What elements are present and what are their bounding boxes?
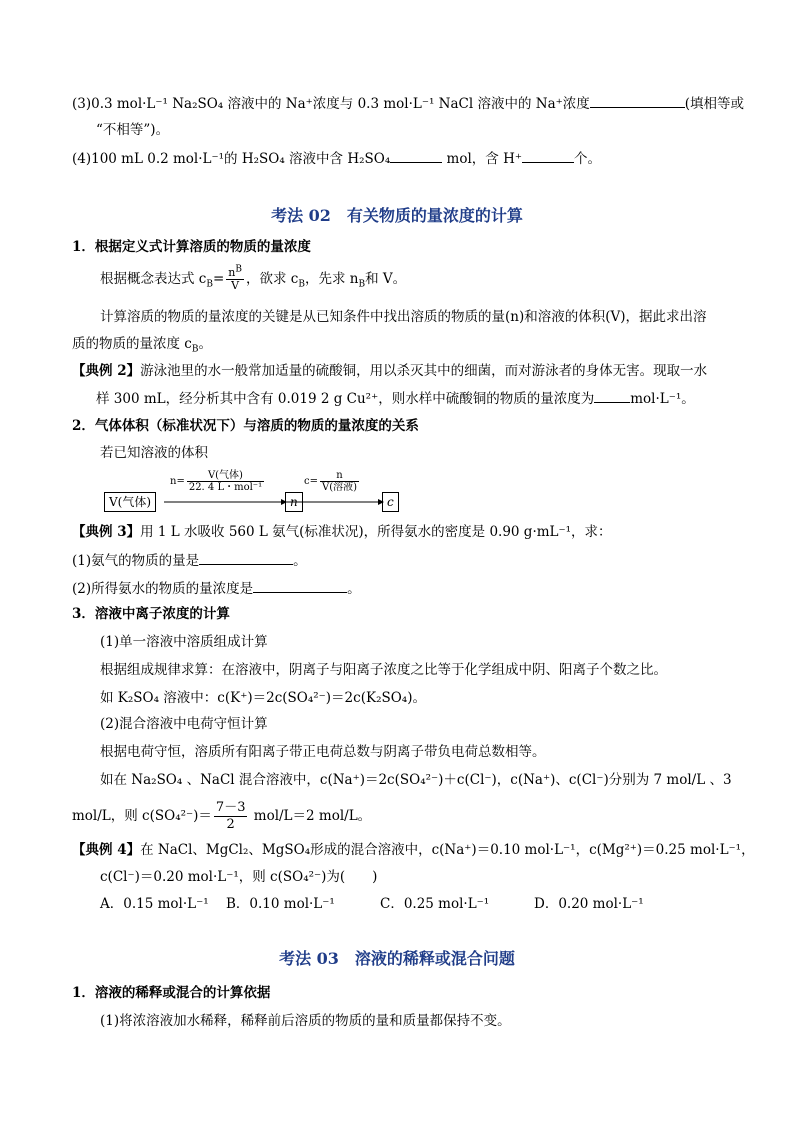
- example-text: 。: [347, 581, 361, 597]
- subscript: B: [191, 344, 199, 355]
- subheading: 1．根据定义式计算溶质的物质的量浓度: [72, 239, 311, 255]
- definition-text: 和 V。: [365, 271, 407, 287]
- paragraph: 若已知溶液的体积: [100, 445, 208, 461]
- formula-fraction: [187, 470, 264, 493]
- option-a[interactable]: A．0.15 mol·L⁻¹: [100, 896, 209, 912]
- example-2-cont: [96, 388, 695, 409]
- question-3-cont: “不相等”)。: [96, 122, 170, 138]
- option-b[interactable]: B．0.10 mol·L⁻¹: [226, 896, 335, 912]
- example-text: (2)所得氨水的物质的量浓度是: [72, 581, 254, 597]
- q3-text: (3)0.3 mol·L⁻¹ Na₂SO₄ 溶液中的 Na⁺浓度与 0.3 mol·L⁻¹ NaCl 溶液中的 Na⁺浓度: [72, 96, 590, 112]
- formula-fraction: [320, 470, 359, 493]
- paragraph: [72, 334, 212, 354]
- paragraph: 根据组成规律求算：在溶液中，阴离子与阳离子浓度之比等于化学组成中阴、阳离子个数之比。: [100, 662, 667, 678]
- example-text: mol·L⁻¹。: [630, 391, 695, 407]
- denominator: V(溶液): [321, 482, 358, 493]
- numerator: n: [228, 266, 236, 279]
- example-tag: 【典例 2】: [72, 363, 141, 379]
- paragraph: [72, 800, 371, 833]
- example-4-line: [72, 840, 755, 860]
- subheading: 1．溶液的稀释或混合的计算依据: [72, 985, 271, 1001]
- denominator: V: [231, 279, 240, 292]
- q3-hint: (填相等或: [684, 96, 745, 112]
- subheading: 2．气体体积（标准状况下）与溶质的物质的量浓度的关系: [72, 418, 419, 434]
- question-4-line: [72, 148, 601, 169]
- definition-text: ，先求 n: [305, 271, 359, 287]
- flow-formula-c: [304, 470, 361, 493]
- example-3-q1: [72, 550, 307, 571]
- flow-box-c: c: [382, 492, 399, 512]
- paragraph: 根据电荷守恒，溶质所有阳离子带正电荷总数与阴离子带负电荷总数相等。: [100, 744, 546, 760]
- paragraph: (1)单一溶液中溶质组成计算: [100, 634, 268, 650]
- example-text: 。: [293, 553, 307, 569]
- section-title: 考法 02 有关物质的量浓度的计算: [271, 206, 523, 225]
- answer-blank[interactable]: [253, 578, 347, 593]
- equals-sign: =: [212, 271, 225, 287]
- subscript: B: [358, 279, 366, 290]
- example-text: 游泳池里的水一般常加适量的硫酸铜，用以杀灭其中的细菌，而对游泳者的身体无害。现取一水: [140, 363, 708, 379]
- paragraph: (2)混合溶液中电荷守恒计算: [100, 716, 268, 732]
- subscript: B: [206, 279, 213, 290]
- example-3-q2: [72, 578, 361, 599]
- example-3-line: [72, 522, 612, 542]
- q4-text-3: 个。: [573, 151, 601, 167]
- denominator: 22. 4 L・mol⁻¹: [188, 482, 263, 493]
- option-d[interactable]: D．0.20 mol·L⁻¹: [534, 896, 644, 912]
- numerator: 7－3: [215, 800, 246, 815]
- paragraph: 如在 Na₂SO₄ 、NaCl 混合溶液中，c(Na⁺)＝2c(SO₄²⁻)＋c(Cl⁻)，c(Na⁺)、c(Cl⁻)分别为 7 mol/L 、3: [100, 772, 732, 788]
- example-2-line: [72, 361, 707, 381]
- paragraph-text: mol/L＝2 mol/L。: [253, 808, 372, 824]
- paragraph-text: mol/L，则 c(SO₄²⁻)＝: [72, 808, 212, 824]
- example-text: 用 1 L 水吸收 560 L 氨气(标准状况)，所得氨水的密度是 0.90 g·mL⁻¹，求：: [140, 524, 612, 540]
- answer-blank[interactable]: [390, 148, 442, 163]
- formula-label: n=: [170, 476, 185, 487]
- paragraph-text: 质的物质的量浓度 c: [72, 336, 192, 352]
- option-c[interactable]: C．0.25 mol·L⁻¹: [380, 896, 490, 912]
- question-3-line: [72, 93, 744, 114]
- calc-fraction: [214, 800, 248, 833]
- definition-line: [100, 264, 407, 292]
- paragraph: 如 K₂SO₄ 溶液中：c(K⁺)＝2c(SO₄²⁻)＝2c(K₂SO₄)。: [100, 690, 426, 706]
- example-4-cont: c(Cl⁻)＝0.20 mol·L⁻¹，则 c(SO₄²⁻)为( ): [100, 869, 378, 885]
- numerator: V(气体): [187, 470, 264, 482]
- subscript: B: [298, 279, 305, 290]
- conversion-flow-diagram: [104, 470, 404, 514]
- denominator: 2: [226, 817, 235, 832]
- flow-box-n: n: [285, 492, 303, 512]
- q4-text-2: mol，含 H⁺: [446, 151, 522, 167]
- paragraph: (1)将浓溶液加水稀释，稀释前后溶质的物质的量和质量都保持不变。: [100, 1013, 511, 1029]
- example-tag: 【典例 3】: [72, 524, 141, 540]
- numerator: n: [320, 470, 359, 482]
- section-title: 考法 03 溶液的稀释或混合问题: [279, 949, 515, 968]
- answer-blank[interactable]: [590, 93, 685, 108]
- flow-box-gas-volume: V(气体): [104, 492, 156, 512]
- subheading: 3．溶液中离子浓度的计算: [72, 606, 230, 622]
- example-text: 在 NaCl、MgCl₂、MgSO₄形成的混合溶液中，c(Na⁺)＝0.10 mol·L⁻¹，c(Mg²⁺)＝0.25 mol·L⁻¹，: [140, 842, 755, 858]
- example-text: (1)氨气的物质的量是: [72, 553, 200, 569]
- q4-text: (4)100 mL 0.2 mol·L⁻¹的 H₂SO₄ 溶液中含 H₂SO₄: [72, 151, 391, 167]
- paragraph-text: 。: [198, 336, 212, 352]
- formula-label: c=: [304, 476, 318, 487]
- answer-blank[interactable]: [199, 550, 293, 565]
- flow-formula-n: [170, 470, 266, 493]
- answer-blank[interactable]: [522, 148, 574, 163]
- paragraph: 计算溶质的物质的量浓度的关键是从已知条件中找出溶质的物质的量(n)和溶液的体积(V)，据此求出溶: [100, 309, 707, 325]
- superscript: B: [235, 264, 243, 275]
- definition-text: 根据概念表达式 c: [100, 271, 207, 287]
- example-tag: 【典例 4】: [72, 842, 141, 858]
- example-text: 样 300 mL，经分析其中含有 0.019 2 g Cu²⁺，则水样中硫酸铜的物质的量浓度为: [96, 391, 595, 407]
- answer-blank[interactable]: [594, 388, 630, 403]
- definition-fraction: [226, 264, 244, 292]
- definition-text: ，欲求 c: [246, 271, 299, 287]
